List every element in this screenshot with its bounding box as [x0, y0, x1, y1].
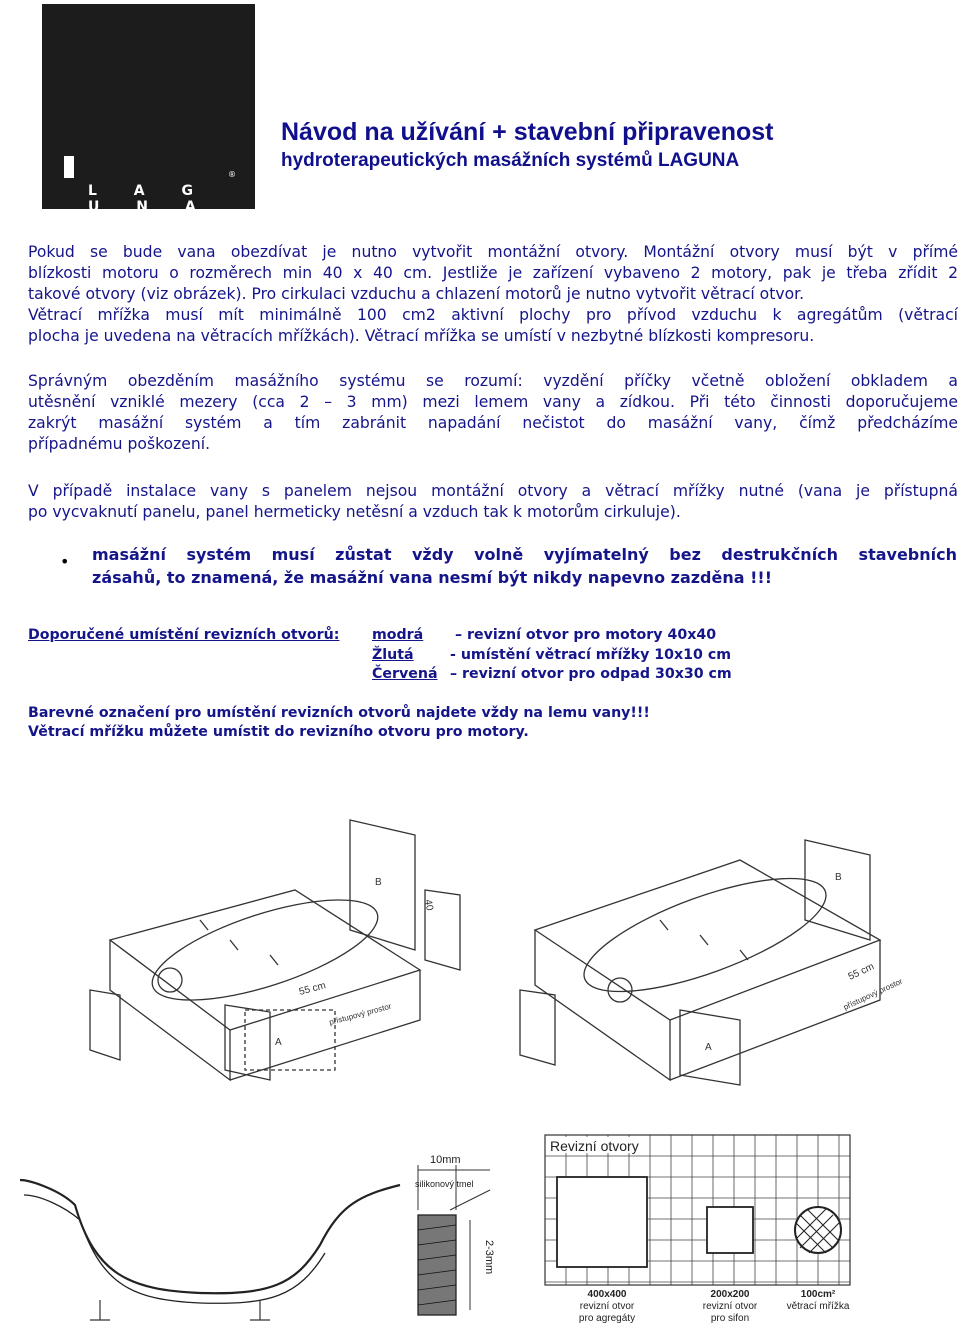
- opening-200-size: 200x200: [710, 1289, 750, 1300]
- paragraph-panel-installation: [28, 481, 958, 523]
- bullet-warning: [92, 543, 957, 589]
- dim-10mm: 10mm: [430, 1154, 461, 1166]
- inspection-openings-illustration: [545, 1135, 855, 1330]
- left-tub-dim-55: 55 cm: [297, 980, 328, 998]
- vent-line1: větrací mřížka: [786, 1301, 850, 1312]
- text-line: Větrací mřížka musí mít minimálně 100 cm2 aktivní plochy pro přívod vzduchu k agregátům (větrací: [28, 306, 958, 324]
- opening-400-line1: revizní otvor: [579, 1301, 635, 1312]
- opening-400-square: [557, 1177, 647, 1267]
- opening-200-line2: pro sifon: [710, 1313, 750, 1324]
- note-vent-grille: Větrací mřížku můžete umístit do revizního otvoru pro motory.: [28, 724, 529, 740]
- bullet-line: zásahů, to znamená, že masážní vana nesmí být nikdy napevno zazděna !!!: [92, 568, 773, 587]
- text-line: blízkosti motoru o rozměrech min 40 x 40 cm. Jestliže je zařízení vybaveno 2 motory, pak je třeba zřídit 2: [28, 264, 958, 282]
- color-blue-desc: – revizní otvor pro motory 40x40: [455, 627, 717, 643]
- color-red-label: Červená: [372, 666, 438, 682]
- tub-cross-section-illustration: [20, 1135, 495, 1325]
- text-line: zakrýt masážní systém a tím zabránit napadání nečistot do masážní vany, čímž předcházíme: [28, 414, 958, 432]
- text-line: Správným obezděním masážního systému se rozumí: vyzdění příčky včetně obložení obkladem a: [28, 372, 958, 390]
- left-tub-dim-40: 40: [422, 898, 435, 912]
- opening-400-size: 400x400: [587, 1289, 627, 1300]
- note-color-marking: Barevné označení pro umístění revizních otvorů najdete vždy na lemu vany!!!: [28, 705, 650, 721]
- paragraph-mounting-openings: [28, 242, 958, 347]
- laguna-logo: [42, 4, 255, 215]
- page-title: Návod na užívání + stavební připravenost: [281, 118, 774, 146]
- text-line: po vycvaknutí panelu, panel hermeticky netěsní a vzduch tak k motorům cirkuluje).: [28, 503, 681, 521]
- dim-2-3mm: 2-3mm: [483, 1240, 495, 1275]
- bullet-symbol: •: [60, 552, 70, 571]
- page-subtitle: hydroterapeutických masážních systémů LAGUNA: [281, 150, 740, 171]
- left-tub-label-a: A: [275, 1037, 282, 1048]
- paragraph-proper-walling: [28, 371, 958, 455]
- text-line: utěsnění vzniklé mezery (cca 2 – 3 mm) mezi lemem vany a zídkou. Při této činnosti doporučujeme: [28, 393, 958, 411]
- text-line: Pokud se bude vana obezdívat je nutno vytvořit montážní otvory. Montážní otvory musí být v přímé: [28, 243, 958, 261]
- logo-mark-icon: [64, 156, 74, 178]
- color-blue-label: modrá: [372, 627, 424, 643]
- right-tub-label-a: A: [705, 1042, 712, 1053]
- opening-400-line2: pro agregáty: [578, 1313, 636, 1324]
- opening-200-line1: revizní otvor: [702, 1301, 758, 1312]
- color-yellow-label: Žlutá: [372, 647, 414, 663]
- color-red-desc: – revizní otvor pro odpad 30x30 cm: [450, 666, 732, 682]
- left-tub-label-b: B: [375, 877, 382, 888]
- left-tub-access-label: přístupový prostor: [328, 1001, 393, 1027]
- right-tub-dim-55: 55 cm: [846, 961, 876, 983]
- text-line: V případě instalace vany s panelem nejsou montážní otvory a větrací mřížky nutné (vana je přístupná: [28, 482, 958, 500]
- bathtub-installation-illustration: [80, 780, 940, 1100]
- right-tub-drawing: [520, 840, 880, 1085]
- wall-block: [418, 1215, 456, 1315]
- logo-registered-mark: ®: [228, 170, 236, 179]
- openings-title: Revizní otvory: [550, 1138, 639, 1154]
- color-yellow-desc: - umístění větrací mřížky 10x10 cm: [450, 647, 732, 663]
- right-tub-label-b: B: [835, 872, 842, 883]
- sealant-label: silikonový tmel: [415, 1179, 474, 1189]
- opening-200-square: [707, 1207, 753, 1253]
- text-line: plocha je uvedena na větracích mřížkách). Větrací mřížka se umístí v nezbytné blízkosti kompresoru.: [28, 327, 815, 345]
- vent-size: 100cm²: [800, 1289, 836, 1300]
- right-tub-access-label: přístupový prostor: [842, 976, 904, 1012]
- text-line: případnému poškození.: [28, 435, 211, 453]
- recommended-heading: Doporučené umístění revizních otvorů:: [28, 627, 340, 643]
- text-line: takové otvory (viz obrázek). Pro cirkulaci vzduchu a chlazení motorů je nutno vytvořit větrací otvor.: [28, 285, 805, 303]
- logo-text: L A G U N A: [88, 183, 212, 215]
- bullet-line: masážní systém musí zůstat vždy volně vyjímatelný bez destrukčních stavebních: [92, 545, 957, 564]
